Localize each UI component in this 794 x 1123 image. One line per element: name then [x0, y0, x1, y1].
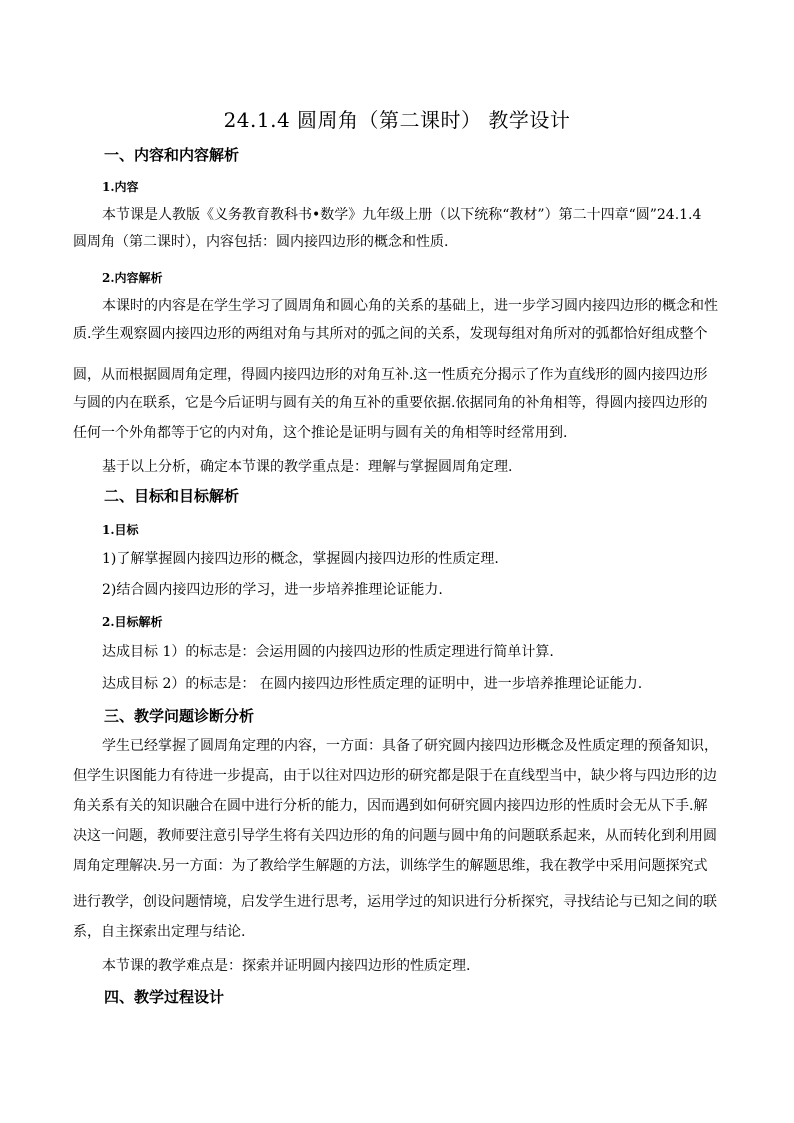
section-heading-diagnosis: 三、教学问题诊断分析 — [104, 707, 255, 725]
section-heading-content: 一、内容和内容解析 — [104, 146, 240, 164]
paragraph-line: 基于以上分析，确定本节课的教学重点是：理解与掌握圆周角定理. — [102, 459, 513, 475]
paragraph-line: 学生已经掌握了圆周角定理的内容，一方面：具备了研究圆内接四边形概念及性质定理的预备知识， — [102, 738, 718, 754]
subheading-goals: 1.目标 — [102, 523, 139, 537]
paragraph-line: 与圆的内在联系，它是今后证明与圆有关的角互补的重要依据.依据同角的补角相等，得圆内接四边形的 — [73, 395, 708, 411]
paragraph-line: 本节课是人教版《义务教育教科书•数学》九年级上册（以下统称“教材”）第二十四章“圆”24.1.4 — [102, 207, 702, 223]
paragraph-line: 圆，从而根据圆周角定理，得圆内接四边形的对角互补.这一性质充分揭示了作为直线形的圆内接四边形 — [73, 367, 708, 383]
goal-item: 2)结合圆内接四边形的学习，进一步培养推理论证能力. — [102, 582, 443, 598]
paragraph-line: 任何一个外角都等于它的内对角，这个推论是证明与圆有关的角相等时经常用到. — [73, 425, 568, 441]
paragraph-line: 周角定理解决.另一方面：为了教给学生解题的方法，训练学生的解题思维，我在教学中采用问题探究式 — [73, 858, 708, 874]
subheading-goals-analysis: 2.目标解析 — [102, 615, 163, 629]
section-heading-process: 四、教学过程设计 — [104, 988, 225, 1006]
goal-analysis-item: 达成目标 2）的标志是： 在圆内接四边形性质定理的证明中，进一步培养推理论证能力. — [102, 676, 643, 692]
paragraph-line: 圆周角（第二课时），内容包括：圆内接四边形的概念和性质. — [73, 234, 449, 250]
paragraph-line: 角关系有关的知识融合在圆中进行分析的能力，因而遇到如何研究圆内接四边形的性质时会无从下手.解 — [73, 798, 708, 814]
paragraph-line: 进行教学，创设问题情境，启发学生进行思考，运用学过的知识进行分析探究，寻找结论与已知之间的联 — [73, 894, 717, 910]
paragraph-line: 但学生识图能力有待进一步提高，由于以往对四边形的研究都是限于在直线型当中，缺少将与四边形的边 — [73, 768, 717, 784]
goal-analysis-item: 达成目标 1）的标志是：会运用圆的内接四边形的性质定理进行简单计算. — [102, 644, 554, 660]
paragraph-line: 本课时的内容是在学生学习了圆周角和圆心角的关系的基础上，进一步学习圆内接四边形的概念和性 — [102, 298, 718, 314]
goal-item: 1)了解掌握圆内接四边形的概念，掌握圆内接四边形的性质定理. — [102, 551, 499, 567]
paragraph-line: 本节课的教学难点是：探索并证明圆内接四边形的性质定理. — [102, 958, 471, 974]
subheading-content-analysis: 2.内容解析 — [102, 271, 163, 285]
paragraph-line: 质.学生观察圆内接四边形的两组对角与其所对的弧之间的关系，发现每组对角所对的弧都恰好组成整个 — [73, 326, 708, 342]
section-heading-goals: 二、目标和目标解析 — [104, 487, 240, 505]
subheading-content: 1.内容 — [102, 180, 139, 194]
paragraph-line: 决这一问题，教师要注意引导学生将有关四边形的角的问题与圆中角的问题联系起来，从而转化到利用圆 — [73, 828, 717, 844]
document-title: 24.1.4 圆周角（第二课时） 教学设计 — [223, 108, 571, 132]
paragraph-line: 系，自主探索出定理与结论. — [73, 924, 246, 940]
